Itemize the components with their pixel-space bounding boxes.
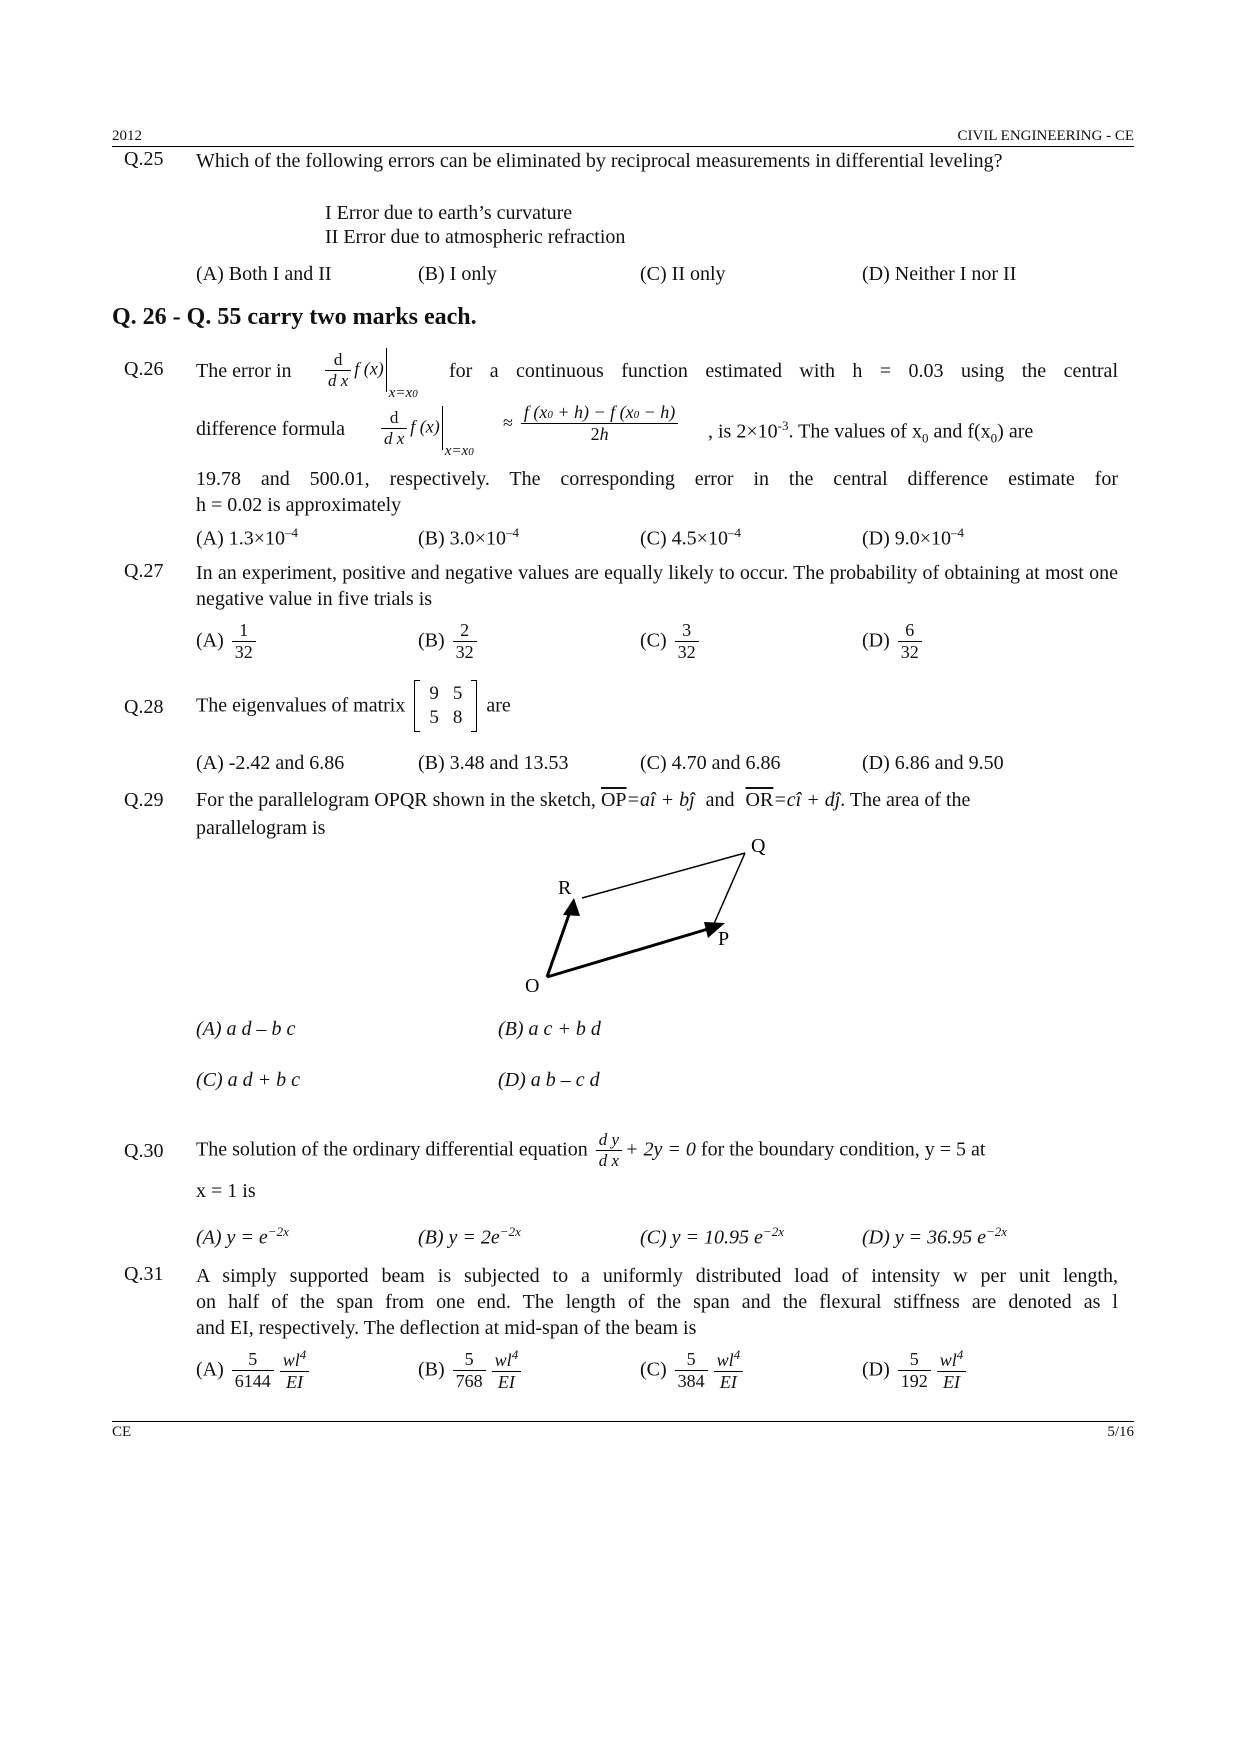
footer-left: CE [112,1424,132,1440]
q25-option-d[interactable]: (D) Neither I nor II [862,263,1017,285]
footer-rule [112,1421,1134,1422]
q29-text-1: For the parallelogram OPQR shown in the sketch, [196,789,596,811]
q28-number: Q.28 [124,696,164,718]
q25-item-1: I Error due to earth’s curvature [325,202,573,224]
q26-text-4: , is 2×10 [708,420,778,443]
q27-text: In an experiment, positive and negative values are equally likely to occur. The probability of obtaining at most one negative value in five trials is [196,562,1118,610]
header-subject: CIVIL ENGINEERING - CE [957,128,1134,144]
q29-vector-or: $\overline{OR}$ [745,789,774,811]
q27-option-c[interactable]: (C) $\frac{3}{32}$ [640,620,702,662]
q29-option-d[interactable]: (D) a b – c d [498,1069,600,1091]
q29-and: and [705,789,735,811]
q28-option-d[interactable]: (D) 6.86 and 9.50 [862,752,1004,774]
q30-text-3: for the boundary condition, y = 5 at [700,1138,986,1161]
footer-page: 5/16 [1107,1424,1134,1440]
q30-number: Q.30 [124,1140,164,1162]
q25-number: Q.25 [124,148,164,170]
q30-text-2: + 2y = 0 [625,1138,696,1161]
q26-text-5: . The values of x [788,420,922,443]
q26-text-5b: and f(x [928,420,991,443]
q30-option-b[interactable]: (B) $y = 2e^{-2x}$ [418,1224,521,1249]
parallelogram-sketch [500,830,800,1010]
q26-option-a[interactable]: (A) $1.3\times 10^{-4}$ [196,525,299,550]
q26-central-difference-formula: ≈ $\frac{f (x0 + h) - f (x0 - h)}{2h}$ [503,402,681,444]
q29-number: Q.29 [124,789,164,811]
q30-text-1: The solution of the ordinary differential equation [196,1138,588,1161]
q28-matrix: 9 5 5 8 [414,680,477,732]
q30-option-a[interactable]: (A) $y = e^{-2x}$ [196,1224,289,1249]
q28-text-pre: The eigenvalues of matrix [196,694,406,717]
q29-text-3: parallelogram is [196,817,326,839]
q31-number: Q.31 [124,1263,164,1285]
q31-text: A simply supported beam is subjected to a uniformly distributed load of intensity w per unit length, on half of the span from one end. The length of the span and the flexural stiffness are denoted as l and EI, respectively. The deflection at mid-span of the beam is [196,1265,1118,1339]
q31-option-a[interactable]: (A) $\frac{5}{6144}$ $\frac{wl^4}{EI}$ [196,1348,312,1392]
q26-text-5c: ) are [997,420,1034,443]
q31-option-b[interactable]: (B) $\frac{5}{768}$ $\frac{wl^4}{EI}$ [418,1348,524,1392]
label-p: P [718,928,730,950]
q28-option-a[interactable]: (A) -2.42 and 6.86 [196,752,345,774]
label-q: Q [751,835,766,857]
q27-option-d[interactable]: (D) $\frac{6}{32}$ [862,620,925,662]
q30-option-c[interactable]: (C) y = 10.95 $e^{-2x}$ [640,1224,784,1249]
q29-or-expr: =cî + dĵ [773,789,841,811]
q25-item-2: II Error due to atmospheric refraction [325,226,626,248]
q28-option-b[interactable]: (B) 3.48 and 13.53 [418,752,569,774]
q26-text-2: for a continuous function estimated with h = 0.03 using the central [449,360,1118,382]
q25-text: Which of the following errors can be eliminated by reciprocal measurements in differential leveling? [196,150,1003,172]
q27-number: Q.27 [124,560,164,582]
q29-vector-op: $\overline{OP}$ [600,789,627,811]
q29-option-a[interactable]: (A) a d – b c [196,1018,296,1040]
header-rule [112,146,1134,147]
q26-option-d[interactable]: (D) $9.0\times 10^{-4}$ [862,525,965,550]
q25-option-b[interactable]: (B) I only [418,263,497,285]
q30-text-4: x = 1 is [196,1180,256,1202]
q25-option-a[interactable]: (A) Both I and II [196,263,332,285]
q26-number: Q.26 [124,358,164,380]
header-year: 2012 [112,128,142,144]
vector-op-line [547,926,718,977]
q30-option-d[interactable]: (D) y = 36.95 $e^{-2x}$ [862,1224,1008,1249]
q27-option-a[interactable]: (A) $\frac{1}{32}$ [196,620,259,662]
side-rq [582,853,745,898]
q28-text-post: are [486,694,511,717]
q26-derivative-2: $\frac{d}{\text{d x}}$ f $(x)_{x=x0}$ [378,406,474,450]
vector-or-line [547,906,572,977]
arrow-r-icon [563,898,580,916]
q26-text-1: The error in [196,360,292,382]
q29-op-expr: =aî + bĵ [626,789,695,811]
q29-text-2: . The area of the [840,789,971,811]
q26-option-c[interactable]: (C) $4.5\times 10^{-4}$ [640,525,741,550]
q31-option-c[interactable]: (C) $\frac{5}{384}$ $\frac{wl^4}{EI}$ [640,1348,746,1392]
side-pq [713,853,745,926]
q26-text-7: h = 0.02 is approximately [196,494,402,516]
q26-derivative-1: $\frac{d}{\text{d x}}$ f $(x)_{x=x0}$ [322,348,418,392]
q26-text-6: 19.78 and 500.01, respectively. The corresponding error in the central difference estimate for h = 0.02 is approximately [196,468,1118,516]
section-title: Q. 26 - Q. 55 carry two marks each. [112,304,477,330]
q26-option-b[interactable]: (B) $3.0\times 10^{-4}$ [418,525,519,550]
q26-text-3: difference formula [196,418,345,440]
q26-exp: -3 [777,418,789,433]
label-r: R [558,877,572,899]
q31-option-d[interactable]: (D) $\frac{5}{192}$ $\frac{wl^4}{EI}$ [862,1348,969,1392]
q29-option-c[interactable]: (C) a d + b c [196,1069,301,1091]
label-o: O [525,975,540,997]
q29-option-b[interactable]: (B) a c + b d [498,1018,601,1040]
q28-option-c[interactable]: (C) 4.70 and 6.86 [640,752,781,774]
q25-option-c[interactable]: (C) II only [640,263,726,285]
q27-option-b[interactable]: (B) $\frac{2}{32}$ [418,620,480,662]
